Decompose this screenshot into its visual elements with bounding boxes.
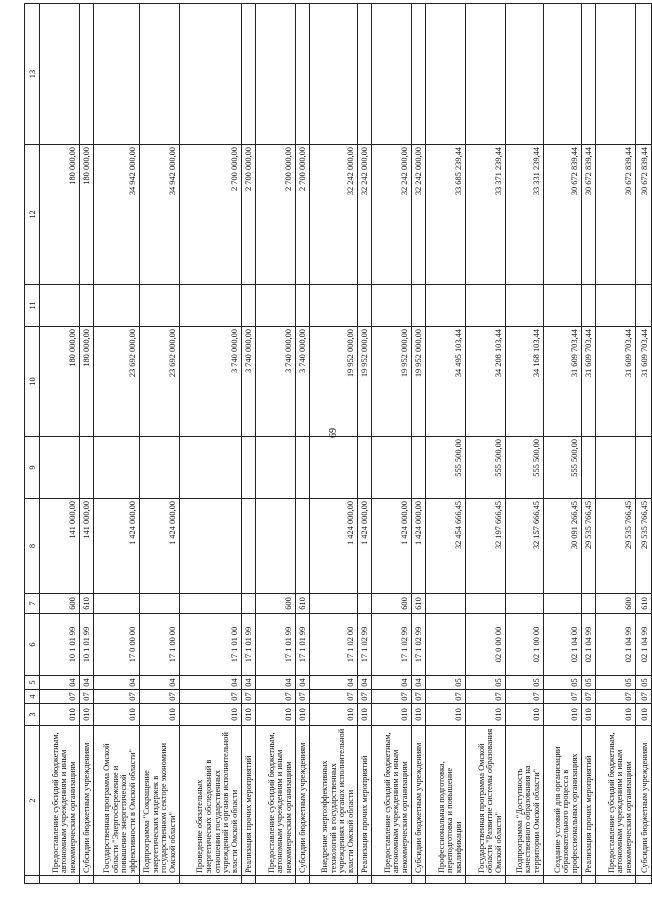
row-name-cell: Проведение обязательных энергетических обследований в отношении государственных учреждений и органов исполнительной власти Омской области	[180, 726, 242, 876]
cell-c11	[296, 285, 310, 327]
cell-c8: 29 535 766,45	[582, 499, 596, 594]
cell-c10: 31 609 703,44	[582, 327, 596, 437]
cell-c5: 05	[582, 676, 596, 690]
cell-c3: 010	[358, 704, 372, 726]
corner-cell	[25, 876, 40, 884]
cell-c8	[256, 499, 296, 594]
table-row	[40, 4, 80, 884]
row-index-cell	[372, 876, 412, 884]
cell-c5: 04	[256, 676, 296, 690]
cell-c4: 07	[40, 690, 80, 704]
cell-c9	[94, 437, 140, 499]
cell-c13	[40, 4, 80, 145]
row-name-cell: Подпрограмма "Сокращение энергетических издержек в государственном секторе экономики Омской области"	[140, 726, 180, 876]
cell-c12: 180 000,00	[80, 145, 94, 285]
cell-c12: 2 700 000,00	[296, 145, 310, 285]
row-name-cell: Профессиональная подготовка, переподготовка и повышение квалификации	[426, 726, 466, 876]
cell-c7: 610	[80, 594, 94, 614]
column-header: 6	[25, 614, 40, 676]
cell-c7: 610	[412, 594, 426, 614]
table-row	[582, 4, 596, 884]
cell-c4: 07	[372, 690, 412, 704]
cell-c10: 180 000,00	[40, 327, 80, 437]
cell-c13	[242, 4, 256, 145]
row-name-cell: Государственная программа Омской области "Энергосбережение и повышение энергетической эффективности в Омской области"	[94, 726, 140, 876]
table-row	[94, 4, 140, 884]
column-number-row	[25, 4, 40, 884]
cell-c9	[372, 437, 412, 499]
row-index-cell	[296, 876, 310, 884]
column-header: 3	[25, 704, 40, 726]
cell-c7	[310, 594, 358, 614]
cell-c11	[310, 285, 358, 327]
cell-c7	[466, 594, 506, 614]
cell-c13	[358, 4, 372, 145]
cell-c11	[544, 285, 582, 327]
page-number: 69	[328, 428, 339, 438]
cell-c11	[94, 285, 140, 327]
cell-c11	[466, 285, 506, 327]
cell-c3: 010	[140, 704, 180, 726]
cell-c7: 610	[296, 594, 310, 614]
cell-c11	[372, 285, 412, 327]
cell-c9	[242, 437, 256, 499]
table-row	[506, 4, 544, 884]
column-header: 7	[25, 594, 40, 614]
cell-c5: 04	[412, 676, 426, 690]
cell-c9: 555 500,00	[544, 437, 582, 499]
cell-c8: 29 535 766,45	[636, 499, 652, 594]
cell-c3: 010	[426, 704, 466, 726]
row-index-cell	[242, 876, 256, 884]
cell-c13	[296, 4, 310, 145]
cell-c10: 34 208 103,44	[466, 327, 506, 437]
cell-c8: 30 091 266,45	[544, 499, 582, 594]
cell-c7: 600	[372, 594, 412, 614]
cell-c13	[596, 4, 636, 145]
cell-c11	[40, 285, 80, 327]
cell-c12: 34 942 000,00	[140, 145, 180, 285]
cell-c13	[256, 4, 296, 145]
row-index-cell	[544, 876, 582, 884]
cell-c7: 610	[636, 594, 652, 614]
row-name-cell: Предоставление субсидий бюджетным, автономным учреждениям и иным некоммерческим организациям	[596, 726, 636, 876]
cell-c3: 010	[310, 704, 358, 726]
column-header: 8	[25, 499, 40, 594]
cell-c5: 05	[544, 676, 582, 690]
cell-c13	[582, 4, 596, 145]
cell-c13	[80, 4, 94, 145]
table-row	[372, 4, 412, 884]
row-name-cell: Внедрение энергоэффективных технологий в государственных учреждениях и органах исполнительной власти Омской области	[310, 726, 358, 876]
cell-c12: 180 000,00	[40, 145, 80, 285]
row-index-cell	[426, 876, 466, 884]
table-row	[358, 4, 372, 884]
cell-c6: 17 1 01 00	[180, 614, 242, 676]
cell-c9	[296, 437, 310, 499]
cell-c8: 32 197 666,45	[466, 499, 506, 594]
cell-c4: 07	[180, 690, 242, 704]
cell-c8: 1 424 000,00	[140, 499, 180, 594]
cell-c7	[94, 594, 140, 614]
row-name-cell: Государственная программа Омской области "Развитие системы образования Омской области"	[466, 726, 506, 876]
cell-c5: 04	[94, 676, 140, 690]
cell-c6: 02 1 04 99	[582, 614, 596, 676]
row-index-cell	[596, 876, 636, 884]
cell-c4: 07	[256, 690, 296, 704]
table-row	[180, 4, 242, 884]
cell-c11	[140, 285, 180, 327]
cell-c6: 02 1 04 99	[636, 614, 652, 676]
cell-c8: 1 424 000,00	[94, 499, 140, 594]
cell-c9	[582, 437, 596, 499]
cell-c8: 141 000,00	[40, 499, 80, 594]
cell-c11	[426, 285, 466, 327]
cell-c10: 31 609 703,44	[636, 327, 652, 437]
cell-c11	[596, 285, 636, 327]
cell-c6: 17 1 02 99	[358, 614, 372, 676]
cell-c10: 31 609 703,44	[544, 327, 582, 437]
cell-c12: 33 331 239,44	[506, 145, 544, 285]
cell-c13	[466, 4, 506, 145]
cell-c8: 1 424 000,00	[372, 499, 412, 594]
cell-c10: 19 952 000,00	[310, 327, 358, 437]
cell-c5: 05	[426, 676, 466, 690]
cell-c8: 32 454 666,45	[426, 499, 466, 594]
row-name-cell: Создание условий для организации образовательного процесса в профессиональных организациях	[544, 726, 582, 876]
cell-c12: 33 371 239,44	[466, 145, 506, 285]
cell-c3: 010	[466, 704, 506, 726]
column-header: 12	[25, 145, 40, 285]
cell-c9	[180, 437, 242, 499]
cell-c6: 02 1 00 00	[506, 614, 544, 676]
cell-c6: 17 1 01 99	[296, 614, 310, 676]
cell-c6: 17 1 00 00	[140, 614, 180, 676]
cell-c13	[506, 4, 544, 145]
cell-c9: 555 500,00	[466, 437, 506, 499]
cell-c12: 30 672 839,44	[544, 145, 582, 285]
cell-c5: 04	[140, 676, 180, 690]
cell-c3: 010	[180, 704, 242, 726]
column-header: 10	[25, 327, 40, 437]
cell-c11	[582, 285, 596, 327]
cell-c7	[506, 594, 544, 614]
cell-c3: 010	[596, 704, 636, 726]
cell-c10: 19 952 000,00	[412, 327, 426, 437]
row-name-cell: Реализация прочих мероприятий	[242, 726, 256, 876]
cell-c10: 34 168 103,44	[506, 327, 544, 437]
row-index-cell	[310, 876, 358, 884]
cell-c12: 32 242 000,00	[310, 145, 358, 285]
cell-c5: 04	[296, 676, 310, 690]
row-index-cell	[358, 876, 372, 884]
cell-c11	[358, 285, 372, 327]
cell-c3: 010	[94, 704, 140, 726]
cell-c13	[140, 4, 180, 145]
cell-c8: 29 535 766,45	[596, 499, 636, 594]
cell-c4: 07	[242, 690, 256, 704]
cell-c13	[180, 4, 242, 145]
cell-c6: 17 0 00 00	[94, 614, 140, 676]
cell-c9	[40, 437, 80, 499]
cell-c11	[412, 285, 426, 327]
cell-c10: 19 952 000,00	[358, 327, 372, 437]
row-index-cell	[466, 876, 506, 884]
cell-c6: 10 1 01 99	[80, 614, 94, 676]
cell-c13	[372, 4, 412, 145]
cell-c11	[506, 285, 544, 327]
cell-c3: 010	[40, 704, 80, 726]
cell-c8: 1 424 000,00	[412, 499, 426, 594]
cell-c12: 30 672 839,44	[636, 145, 652, 285]
cell-c11	[180, 285, 242, 327]
cell-c4: 07	[310, 690, 358, 704]
cell-c13	[94, 4, 140, 145]
cell-c4: 07	[296, 690, 310, 704]
cell-c3: 010	[80, 704, 94, 726]
table-row	[242, 4, 256, 884]
cell-c12: 30 672 839,44	[582, 145, 596, 285]
cell-c13	[310, 4, 358, 145]
cell-c9	[80, 437, 94, 499]
cell-c10: 34 495 103,44	[426, 327, 466, 437]
cell-c6: 17 1 01 99	[256, 614, 296, 676]
cell-c5: 05	[596, 676, 636, 690]
cell-c5: 04	[80, 676, 94, 690]
cell-c7	[358, 594, 372, 614]
row-name-cell: Субсидии бюджетным учреждениям	[296, 726, 310, 876]
row-index-cell	[180, 876, 242, 884]
cell-c3: 010	[256, 704, 296, 726]
cell-c11	[636, 285, 652, 327]
cell-c7	[426, 594, 466, 614]
cell-c9	[596, 437, 636, 499]
cell-c10: 3 740 000,00	[242, 327, 256, 437]
cell-c6: 10 1 01 99	[40, 614, 80, 676]
row-name-cell: Субсидии бюджетным учреждениям	[636, 726, 652, 876]
cell-c5: 05	[636, 676, 652, 690]
cell-c5: 04	[310, 676, 358, 690]
cell-c4: 07	[506, 690, 544, 704]
cell-c10: 23 692 000,00	[140, 327, 180, 437]
cell-c10: 3 740 000,00	[296, 327, 310, 437]
cell-c6: 17 1 02 99	[412, 614, 426, 676]
cell-c6: 02 0 00 00	[466, 614, 506, 676]
row-name-cell: Предоставление субсидий бюджетным, автономным учреждениям и иным некоммерческим организациям	[256, 726, 296, 876]
cell-c10: 180 000,00	[80, 327, 94, 437]
cell-c5: 04	[242, 676, 256, 690]
row-index-cell	[256, 876, 296, 884]
row-index-cell	[140, 876, 180, 884]
cell-c4: 07	[412, 690, 426, 704]
cell-c4: 07	[582, 690, 596, 704]
budget-table-body	[25, 4, 652, 884]
cell-c3: 010	[506, 704, 544, 726]
cell-c10: 31 609 703,44	[596, 327, 636, 437]
cell-c7	[242, 594, 256, 614]
cell-c7	[544, 594, 582, 614]
cell-c4: 07	[544, 690, 582, 704]
row-name-cell: Предоставление субсидий бюджетным, автономным учреждениям и иным некоммерческим организациям	[372, 726, 412, 876]
column-header: 5	[25, 676, 40, 690]
cell-c3: 010	[242, 704, 256, 726]
row-index-cell	[636, 876, 652, 884]
table-row	[596, 4, 636, 884]
cell-c8: 141 000,00	[80, 499, 94, 594]
cell-c12: 2 700 000,00	[180, 145, 242, 285]
cell-c4: 07	[140, 690, 180, 704]
table-row	[544, 4, 582, 884]
column-header: 13	[25, 4, 40, 145]
cell-c7: 600	[256, 594, 296, 614]
table-row	[412, 4, 426, 884]
table-row	[426, 4, 466, 884]
table-row	[140, 4, 180, 884]
cell-c12: 33 685 239,44	[426, 145, 466, 285]
cell-c5: 04	[358, 676, 372, 690]
cell-c10: 23 692 000,00	[94, 327, 140, 437]
cell-c13	[426, 4, 466, 145]
cell-c9: 555 500,00	[426, 437, 466, 499]
column-header: 11	[25, 285, 40, 327]
table-row	[256, 4, 296, 884]
cell-c10: 3 740 000,00	[180, 327, 242, 437]
row-index-cell	[80, 876, 94, 884]
table-row	[80, 4, 94, 884]
budget-table	[24, 3, 652, 884]
row-name-cell: Подпрограмма "Доступность качественного образования на территории Омской области"	[506, 726, 544, 876]
cell-c5: 04	[180, 676, 242, 690]
cell-c7	[582, 594, 596, 614]
cell-c5: 04	[372, 676, 412, 690]
table-row	[636, 4, 652, 884]
cell-c7: 600	[40, 594, 80, 614]
cell-c7	[180, 594, 242, 614]
cell-c12: 30 672 839,44	[596, 145, 636, 285]
cell-c3: 010	[636, 704, 652, 726]
cell-c12: 34 942 000,00	[94, 145, 140, 285]
table-row	[466, 4, 506, 884]
row-name-cell: Реализация прочих мероприятий	[358, 726, 372, 876]
cell-c8: 1 424 000,00	[358, 499, 372, 594]
cell-c4: 07	[426, 690, 466, 704]
column-header: 4	[25, 690, 40, 704]
cell-c13	[412, 4, 426, 145]
cell-c8	[180, 499, 242, 594]
cell-c4: 07	[466, 690, 506, 704]
table-row	[296, 4, 310, 884]
cell-c10: 3 740 000,00	[256, 327, 296, 437]
cell-c6	[426, 614, 466, 676]
cell-c6: 17 1 01 99	[242, 614, 256, 676]
cell-c10: 19 952 000,00	[372, 327, 412, 437]
cell-c3: 010	[544, 704, 582, 726]
cell-c3: 010	[296, 704, 310, 726]
cell-c11	[242, 285, 256, 327]
column-header: 2	[25, 726, 40, 876]
cell-c6: 17 1 02 00	[310, 614, 358, 676]
cell-c9	[636, 437, 652, 499]
cell-c12: 2 700 000,00	[242, 145, 256, 285]
cell-c8	[296, 499, 310, 594]
row-name-cell: Субсидии бюджетным учреждениям	[412, 726, 426, 876]
row-index-cell	[94, 876, 140, 884]
row-name-cell: Реализация прочих мероприятий	[582, 726, 596, 876]
cell-c4: 07	[80, 690, 94, 704]
cell-c7	[140, 594, 180, 614]
cell-c12: 32 242 000,00	[412, 145, 426, 285]
cell-c6: 17 1 02 99	[372, 614, 412, 676]
cell-c4: 07	[596, 690, 636, 704]
cell-c4: 07	[94, 690, 140, 704]
cell-c12: 32 242 000,00	[372, 145, 412, 285]
cell-c5: 04	[40, 676, 80, 690]
cell-c7: 600	[596, 594, 636, 614]
cell-c5: 05	[466, 676, 506, 690]
row-name-cell: Субсидии бюджетным учреждениям	[80, 726, 94, 876]
cell-c11	[80, 285, 94, 327]
cell-c11	[256, 285, 296, 327]
cell-c9	[358, 437, 372, 499]
cell-c9	[412, 437, 426, 499]
column-header: 9	[25, 437, 40, 499]
cell-c12: 32 242 000,00	[358, 145, 372, 285]
cell-c3: 010	[372, 704, 412, 726]
cell-c4: 07	[636, 690, 652, 704]
cell-c8	[242, 499, 256, 594]
cell-c13	[544, 4, 582, 145]
cell-c6: 02 1 04 99	[596, 614, 636, 676]
rotated-budget-table-wrapper	[24, 4, 650, 884]
cell-c4: 07	[358, 690, 372, 704]
cell-c3: 010	[582, 704, 596, 726]
table-row	[310, 4, 358, 884]
row-index-cell	[582, 876, 596, 884]
cell-c9	[310, 437, 358, 499]
cell-c8: 1 424 000,00	[310, 499, 358, 594]
cell-c3: 010	[412, 704, 426, 726]
row-index-cell	[40, 876, 80, 884]
row-index-cell	[412, 876, 426, 884]
row-name-cell: Предоставление субсидий бюджетным, автономным учреждениям и иным некоммерческим организациям	[40, 726, 80, 876]
cell-c12: 2 700 000,00	[256, 145, 296, 285]
cell-c13	[636, 4, 652, 145]
cell-c9: 555 500,00	[506, 437, 544, 499]
cell-c6: 02 1 04 00	[544, 614, 582, 676]
cell-c5: 05	[506, 676, 544, 690]
row-index-cell	[506, 876, 544, 884]
cell-c9	[140, 437, 180, 499]
cell-c8: 32 157 666,45	[506, 499, 544, 594]
cell-c9	[256, 437, 296, 499]
